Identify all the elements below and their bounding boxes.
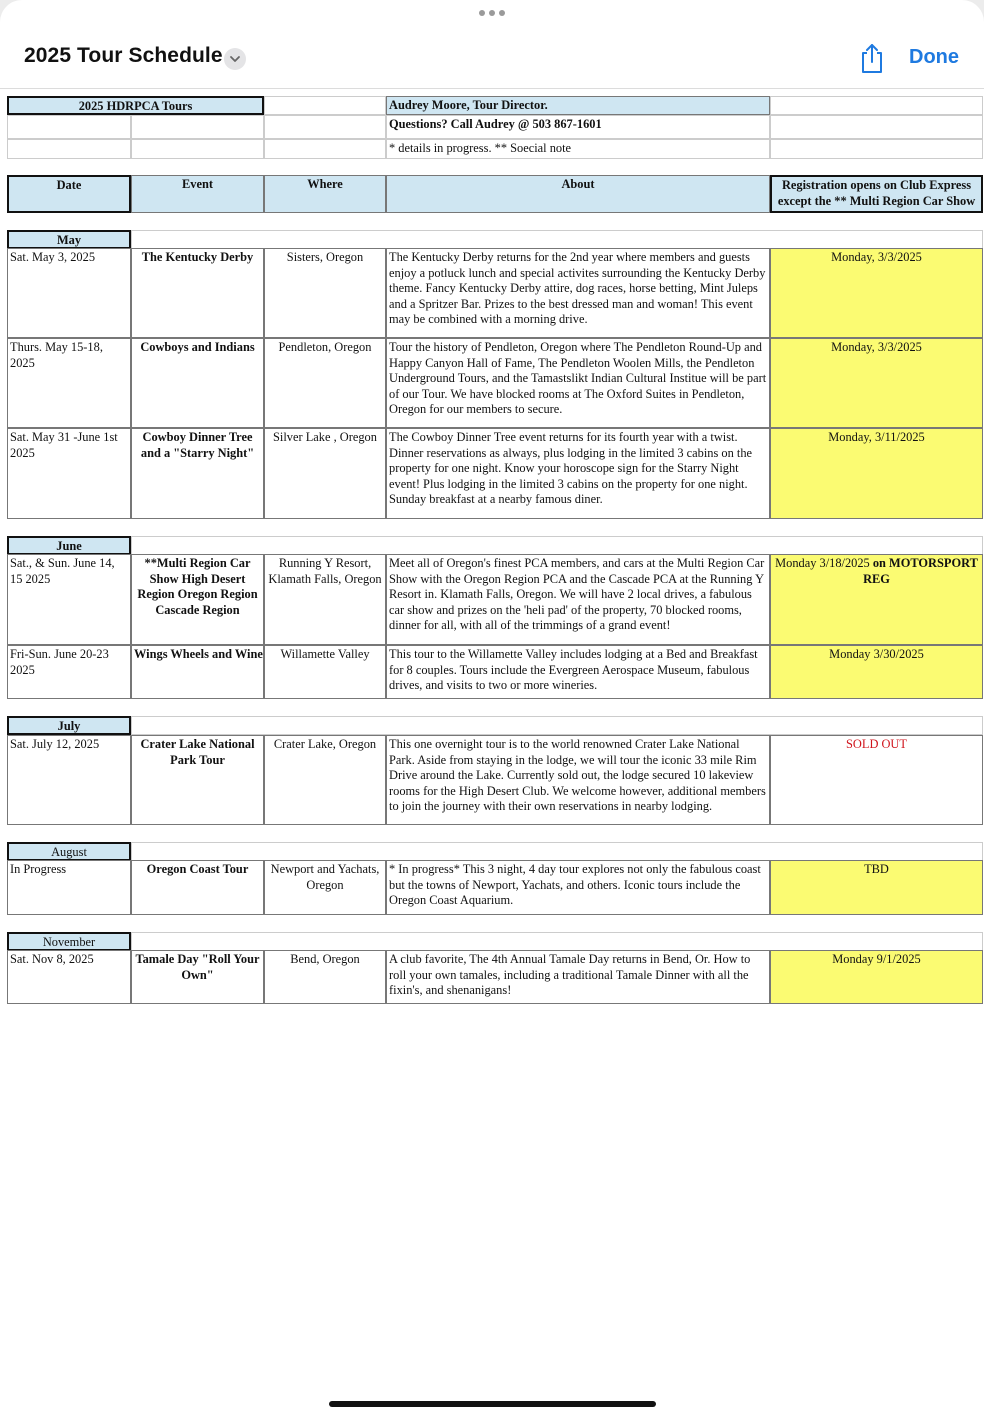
- row-date: Sat. May 31 -June 1st 2025: [7, 428, 131, 519]
- empty-cell: [7, 139, 131, 159]
- nav-bar: [0, 28, 984, 88]
- drag-handle[interactable]: [479, 10, 507, 18]
- director-cell: Audrey Moore, Tour Director.: [386, 96, 770, 115]
- questions-cell: Questions? Call Audrey @ 503 867-1601: [386, 115, 770, 139]
- column-header-registration: Registration opens on Club Express except the ** Multi Region Car Show: [770, 175, 983, 213]
- month-label-may: May: [7, 230, 131, 249]
- empty-row: [131, 842, 983, 861]
- row-about: This tour to the Willamette Valley includes lodging at a Bed and Breakfast for 8 couples. Tours include the Evergreen Aerospace Museum, fabulous drives, and visits to two or more wineries.: [386, 645, 770, 699]
- row-date: Sat., & Sun. June 14, 15 2025: [7, 554, 131, 645]
- row-about: * In progress* This 3 night, 4 day tour explores not only the fabulous coast but the towns of Newport, Yachats, and others. Iconic tours include the Oregon Coast Aquarium.: [386, 860, 770, 915]
- row-registration: Monday 3/30/2025: [770, 645, 983, 699]
- row-where: Willamette Valley: [264, 645, 386, 699]
- row-event: Cowboys and Indians: [131, 338, 264, 428]
- empty-cell: [264, 139, 386, 159]
- empty-cell: [770, 115, 983, 139]
- share-button[interactable]: [858, 42, 886, 74]
- row-registration: [770, 554, 983, 645]
- row-about: Meet all of Oregon's finest PCA members, and cars at the Multi Region Car Show with the Oregon Region PCA and the Cascade PCA at the Running Y Resort in. Klamath Falls, Oregon. We will have 2 local drives, a fabulous car show and prizes on the 'heli pad' of the property, 70 blocked rooms, dinner for all, with all of the trimmings of a grand event!: [386, 554, 770, 645]
- done-button[interactable]: Done: [909, 46, 959, 68]
- row-where: Pendleton, Oregon: [264, 338, 386, 428]
- chevron-down-icon: [224, 48, 246, 70]
- row-registration: SOLD OUT: [770, 735, 983, 825]
- row-event: **Multi Region Car Show High Desert Region Oregon Region Cascade Region: [131, 554, 264, 645]
- tours-title: 2025 HDRPCA Tours: [7, 96, 264, 115]
- empty-row: [131, 230, 983, 249]
- row-where: Silver Lake , Oregon: [264, 428, 386, 519]
- row-where: Crater Lake, Oregon: [264, 735, 386, 825]
- row-date: Sat. Nov 8, 2025: [7, 950, 131, 1004]
- empty-cell: [131, 115, 264, 139]
- row-event: The Kentucky Derby: [131, 248, 264, 338]
- empty-row: [131, 536, 983, 555]
- month-label-july: July: [7, 716, 131, 735]
- row-event: Tamale Day "Roll Your Own": [131, 950, 264, 1004]
- row-about: This one overnight tour is to the world renowned Crater Lake National Park. Aside from staying in the lodge, we will tour the iconic 33 mile Rim Drive around the Lake. Currently sold out, the lodge secured 10 lakeview rooms for the High Desert Club. We welcome however, additional members to join the journey with their own reservations in nearby lodging.: [386, 735, 770, 825]
- column-header-where: Where: [264, 175, 386, 213]
- row-event: Crater Lake National Park Tour: [131, 735, 264, 825]
- empty-cell: [131, 139, 264, 159]
- row-event: Cowboy Dinner Tree and a "Starry Night": [131, 428, 264, 519]
- row-where: Sisters, Oregon: [264, 248, 386, 338]
- note-cell: * details in progress. ** Soecial note: [386, 139, 770, 159]
- empty-cell: [264, 96, 386, 115]
- row-about: The Cowboy Dinner Tree event returns for its fourth year with a twist. Dinner reservations as always, plus lodging in the limited 3 cabins on the property for one night. Know your horoscope sign for the Starry Night event! Plus lodging in the limited 3 cabins on the property for one night. Sunday breakfast at a nearby famous diner.: [386, 428, 770, 519]
- spreadsheet: [0, 89, 984, 1389]
- row-about: Tour the history of Pendleton, Oregon where The Pendleton Round-Up and Happy Canyon Hall of Fame, The Pendleton Woolen Mills, the Pendleton Underground Tours, and the Tamastslikt Indian Cultural Institue will be part of our Tour. We have blocked rooms at The Oxford Suites in Pendleton, Oregon for our members to secure.: [386, 338, 770, 428]
- row-event: Oregon Coast Tour: [131, 860, 264, 915]
- title-menu-button[interactable]: [224, 48, 246, 70]
- row-date: In Progress: [7, 860, 131, 915]
- row-where: Running Y Resort, Klamath Falls, Oregon: [264, 554, 386, 645]
- column-header-date: Date: [7, 175, 131, 213]
- empty-cell: [770, 139, 983, 159]
- empty-row: [131, 716, 983, 735]
- empty-cell: [770, 96, 983, 115]
- row-event: Wings Wheels and Wine: [131, 645, 264, 699]
- row-date: Thurs. May 15-18, 2025: [7, 338, 131, 428]
- month-label-june: June: [7, 536, 131, 555]
- home-indicator[interactable]: [329, 1401, 656, 1407]
- row-date: Fri-Sun. June 20-23 2025: [7, 645, 131, 699]
- registration-date: Monday 3/18/2025: [775, 556, 870, 570]
- row-registration: Monday, 3/3/2025: [770, 248, 983, 338]
- share-icon: [858, 42, 886, 74]
- row-where: Newport and Yachats, Oregon: [264, 860, 386, 915]
- row-registration: Monday, 3/11/2025: [770, 428, 983, 519]
- document-title[interactable]: 2025 Tour Schedule: [24, 44, 223, 67]
- column-header-about: About: [386, 175, 770, 213]
- row-date: Sat. July 12, 2025: [7, 735, 131, 825]
- row-where: Bend, Oregon: [264, 950, 386, 1004]
- row-about: A club favorite, The 4th Annual Tamale Day returns in Bend, Or. How to roll your own tamales, including a traditional Tamale Dinner with all the fixin's, and shenanigans!: [386, 950, 770, 1004]
- month-label-august: August: [7, 842, 131, 861]
- column-header-event: Event: [131, 175, 264, 213]
- row-registration: Monday, 3/3/2025: [770, 338, 983, 428]
- empty-cell: [7, 115, 131, 139]
- empty-row: [131, 932, 983, 951]
- empty-cell: [264, 115, 386, 139]
- row-registration: Monday 9/1/2025: [770, 950, 983, 1004]
- row-registration: TBD: [770, 860, 983, 915]
- registration-note: on MOTORSPORT REG: [863, 556, 978, 586]
- row-about: The Kentucky Derby returns for the 2nd year where members and guests enjoy a potluck lunch and special activites surrounding the Kentucky Derby theme. Fancy Kentucky Derby attire, dog races, horse betting, Mint Juleps and a Spritzer Bar. Prizes to the best dressed man and woman! This event may be combined with a morning drive.: [386, 248, 770, 338]
- month-label-november: November: [7, 932, 131, 951]
- row-date: Sat. May 3, 2025: [7, 248, 131, 338]
